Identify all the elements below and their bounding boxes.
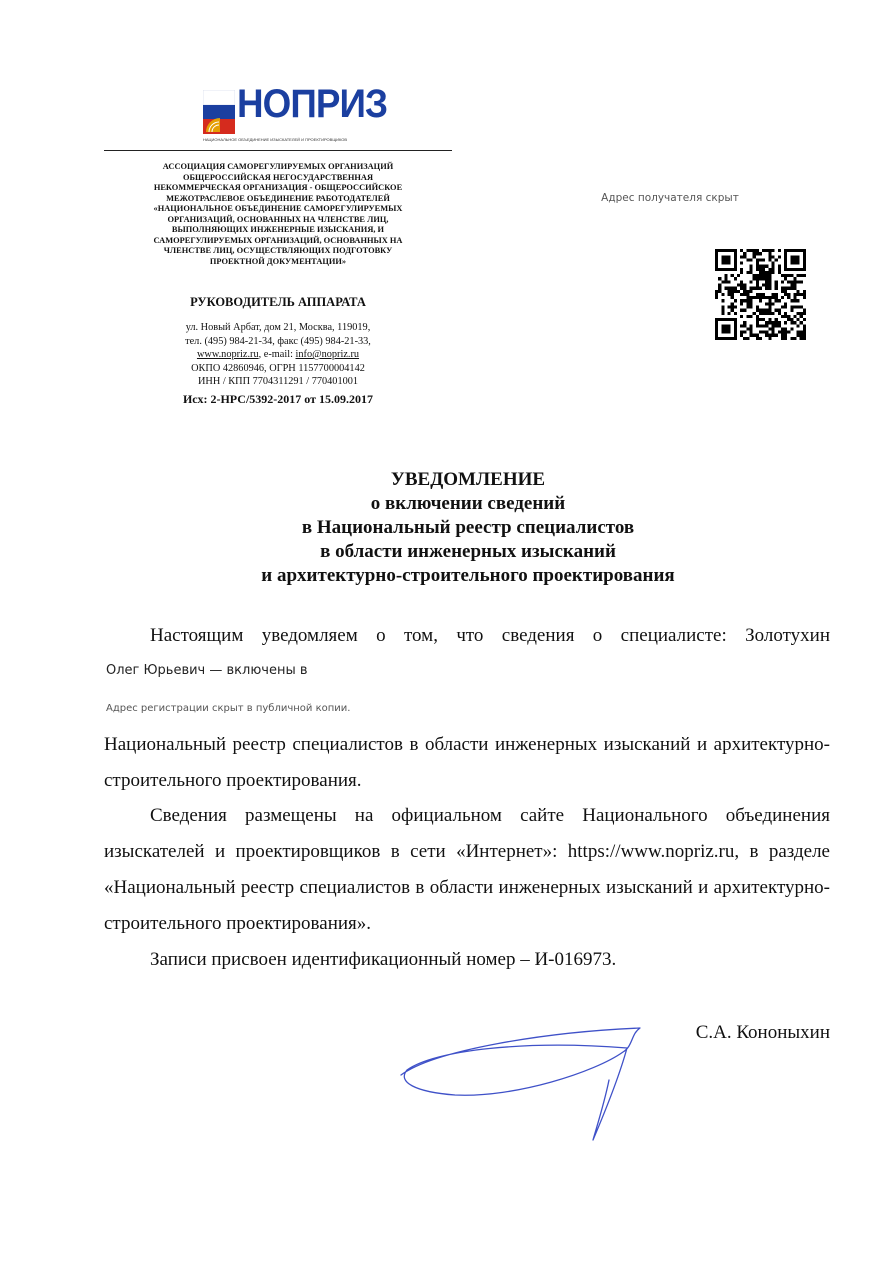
outgoing-number: Исх: 2-НРС/5392-2017 от 15.09.2017 (182, 392, 374, 406)
nopriz-logo (203, 82, 388, 148)
web-email-line (104, 348, 452, 362)
website-link[interactable]: www.nopriz.ru (196, 349, 259, 360)
org-line: САМОРЕГУЛИРУЕМЫХ ОРГАНИЗАЦИЙ, ОСНОВАННЫХ НА (153, 235, 403, 245)
org-line: ВЫПОЛНЯЮЩИХ ИНЖЕНЕРНЫЕ ИЗЫСКАНИЯ, И (171, 225, 385, 234)
title-line: в области инженерных изысканий (320, 541, 616, 562)
paragraph-4: Записи присвоен идентификационный номер – И-016973. (150, 949, 617, 970)
address-line: ул. Новый Арбат, дом 21, Москва, 119019, (185, 322, 371, 333)
logo-wordmark: НОПРИЗ (237, 82, 388, 126)
title-line: и архитектурно-строительного проектирования (261, 565, 675, 586)
paragraph-1: Настоящим уведомляем о том, что сведения о специалисте: Золотухин (150, 625, 830, 646)
org-line: ОБЩЕРОССИЙСКАЯ НЕГОСУДАРСТВЕННАЯ (183, 172, 373, 182)
okpo-line: ОКПО 42860946, ОГРН 1157700004142 (191, 362, 365, 374)
phone-line: тел. (495) 984-21-34, факс (495) 984-21-33, (185, 335, 371, 347)
specialist-name-line: Олег Юрьевич — включены в (106, 663, 308, 678)
registration-hidden-note: Адрес регистрации скрыт в публичной копии. (106, 703, 351, 714)
title-line: о включении сведений (370, 493, 566, 514)
org-line: ПРОЕКТНОЙ ДОКУМЕНТАЦИИ» (209, 256, 347, 266)
title-line: в Национальный реестр специалистов (301, 517, 635, 538)
org-line: АССОЦИАЦИЯ САМОРЕГУЛИРУЕМЫХ ОРГАНИЗАЦИЙ (162, 162, 394, 171)
organization-name (104, 162, 452, 267)
inn-line: ИНН / КПП 7704311291 / 770401001 (197, 376, 359, 387)
qr-code-icon[interactable] (715, 249, 806, 340)
email-link[interactable]: info@nopriz.ru (295, 349, 360, 360)
header-divider (104, 150, 452, 151)
paragraph-2: Национальный реестр специалистов в области инженерных изысканий и архитектурно-строительного проектирования. (104, 734, 830, 791)
flag-emblem-icon (203, 90, 235, 134)
contact-block (104, 321, 452, 389)
org-line: ОРГАНИЗАЦИЙ, ОСНОВАННЫХ НА ЧЛЕНСТВЕ ЛИЦ, (167, 214, 389, 224)
recipient-hidden-note: Адрес получателя скрыт (601, 192, 739, 204)
signer-name: С.А. Кононыхин (695, 1022, 830, 1043)
org-line: «НАЦИОНАЛЬНОЕ ОБЪЕДИНЕНИЕ САМОРЕГУЛИРУЕМЫХ (153, 204, 403, 213)
paragraph-3: Сведения размещены на официальном сайте Национального объединения изыскателей и проектировщиков в сети «Интернет»: https://www.nopriz.ru, в разделе «Национальный реестр специалистов в области инженерных изысканий и архитектурно-строительного проектирования». (104, 805, 830, 934)
email-prefix: , e-mail: (258, 349, 296, 360)
department-title: РУКОВОДИТЕЛЬ АППАРАТА (190, 295, 366, 309)
notice-title (104, 468, 832, 588)
title-line: УВЕДОМЛЕНИЕ (390, 469, 546, 490)
org-line: МЕЖОТРАСЛЕВОЕ ОБЪЕДИНЕНИЕ РАБОТОДАТЕЛЕЙ (166, 193, 390, 203)
org-line: НЕКОММЕРЧЕСКАЯ ОРГАНИЗАЦИЯ - ОБЩЕРОССИЙСКОЕ (153, 183, 403, 192)
org-line: ЧЛЕНСТВЕ ЛИЦ, ОСУЩЕСТВЛЯЮЩИХ ПОДГОТОВКУ (163, 246, 393, 255)
logo-subtitle: НАЦИОНАЛЬНОЕ ОБЪЕДИНЕНИЕ ИЗЫСКАТЕЛЕЙ И ПРОЕКТИРОВЩИКОВ (203, 137, 348, 142)
handwritten-signature (395, 1020, 655, 1150)
